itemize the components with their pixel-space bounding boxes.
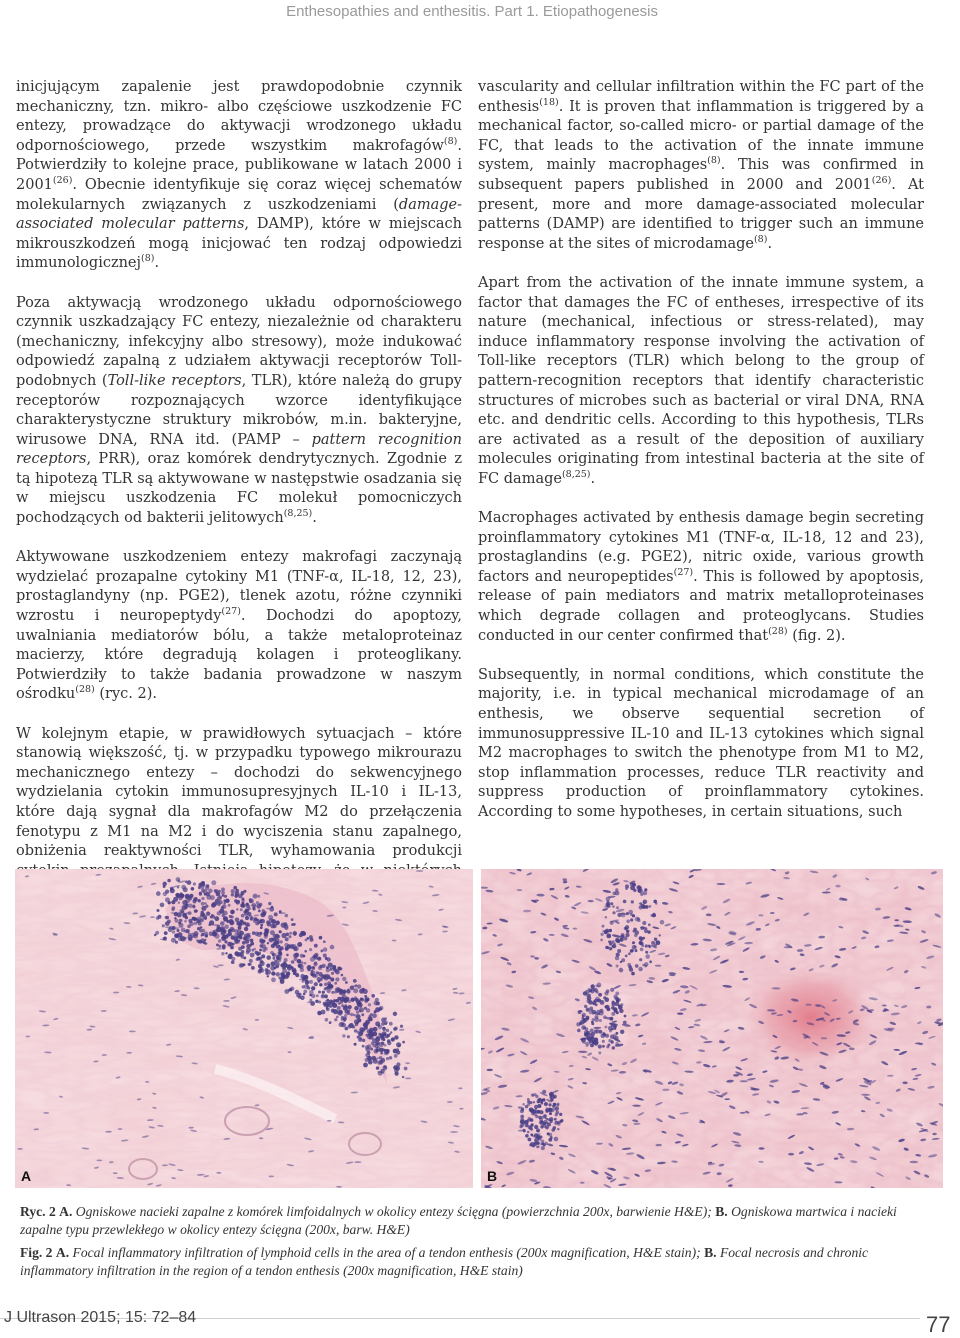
paragraph (478, 509, 924, 646)
citation-superscript: (26) (52, 175, 73, 187)
citation-superscript: (18) (539, 96, 559, 108)
citation-superscript: (8,25) (561, 469, 591, 481)
paragraph (478, 274, 924, 490)
text-run: Apart from the activation of the innate immune system, a factor that damages the FC of entheses, irrespective of its nature (mechanical, infectious or stress-related), may induce inflammatory response involving the activation of Toll-like receptors (TLR) which belong to the group of pattern-recognition receptors that identify characteristic structures of microbes such as bacterial or viral DNA, RNA etc. and dendritic cells. According to this hypothesis, TLRs are activated as a result of the deposition of auxiliary molecules originating from intestinal bacteria at the site of FC damage (478, 274, 924, 487)
text-run: . (767, 235, 773, 252)
left-column-polish (16, 78, 462, 901)
caption-en-a-text: Focal inflammatory infiltration of lymphoid cells in the area of a tendon enthesis (200x magnification, H&E stain); (72, 1245, 701, 1260)
caption-pl-a-label: A. (59, 1204, 73, 1219)
journal-citation: J Ultrason 2015; 15: 72–84 (4, 1309, 197, 1326)
histology-image-b (481, 869, 943, 1188)
caption-en-figure-label: Fig. 2 (20, 1245, 53, 1260)
caption-en-a-label: A. (55, 1245, 70, 1260)
text-run: . Obecnie identyfikuje się coraz więcej schematów molekularnych związanych z uszkodzeniami ( (16, 176, 462, 213)
caption-pl-b-label: B. (715, 1204, 728, 1219)
caption-pl-b-text: Ogniskowa martwica i nacieki zapalne typu przewlekłego w okolicy entezy ścięgna (200x, barw. H&E) (20, 1204, 897, 1237)
histology-micrograph-b (481, 869, 943, 1188)
text-run: . (154, 255, 160, 272)
paragraph (16, 294, 462, 529)
running-head: Enthesopathies and enthesitis. Part 1. Etiopathogenesis (286, 3, 658, 20)
paragraph (478, 666, 924, 823)
italic-term: Toll-like receptors (107, 372, 242, 389)
text-run: . Potwierdziły to kolejne prace, publikowane w latach 2000 i 2001 (16, 137, 462, 193)
text-run: vascularity and cellular infiltration within the FC part of the enthesis (478, 79, 924, 115)
histology-image-a (15, 869, 473, 1188)
text-run: . At present, more and more damage-associated molecular patterns (DAMP) are identified to trigger such an immune response at the sites of microdamage (478, 176, 924, 252)
text-run: , TLR), które należą do grupy receptorów rozpoznających wzorce identyfikujące charakterystyczne struktury mikrobów, m.in. bakteryjne, wirusowe DNA, RNA itd. (PAMP – (16, 372, 462, 448)
italic-term: damage-associated molecular patterns (16, 196, 462, 233)
figure-caption-polish (20, 1203, 925, 1239)
text-run: (fig. 2). (787, 627, 846, 644)
text-run: Aktywowane uszkodzeniem entezy makrofagi zaczynają wydzielać prozapalne cytokiny M1 (TNF-α, IL-18, 12, 23), prostaglandyny (np. PGE2), tlenek azotu, różne czynniki wzrostu i neuropeptydy (16, 549, 462, 625)
citation-superscript: (28) (768, 625, 788, 637)
citation-superscript: (27) (221, 606, 241, 618)
panel-label-a: A (21, 1168, 32, 1184)
caption-en-b-label: B. (704, 1245, 717, 1260)
text-run: , PRR), oraz komórek dendrytycznych. Zgodnie z tą hipotezą TLR są aktywowane w następstwie osadzania się w miejscu uszkodzenia FC molekuł pomocniczych pochodzących od bakterii jelitowych (16, 451, 462, 527)
right-column-english (478, 78, 924, 823)
text-run: . Dochodzi do apoptozy, uwalniania mediatorów bólu, a także metaloproteinaz macierzy, które degradują kolagen i proteoglikany. Potwierdziły to także badania prowadzone w naszym ośrodku (16, 608, 462, 703)
citation-superscript: (8) (707, 155, 721, 167)
panel-label-b: B (487, 1168, 498, 1184)
text-run: . (590, 470, 596, 487)
paragraph (16, 78, 462, 274)
text-run: Poza aktywacją wrodzonego układu odpornościowego czynnik uszkadzający FC entezy, niezależnie od charakteru (mechaniczny, infekcyjny albo stresowy), może indukować odpowiedź zapalną z udziałem aktywacji receptorów Toll-podobnych ( (16, 294, 462, 389)
citation-superscript: (8) (753, 233, 768, 245)
text-run: Subsequently, in normal conditions, which constitute the majority, i.e. in typical mechanical microdamage of an enthesis, we observe sequential secretion of immunosuppressive IL-10 and IL-13 cytokines which signal M2 macrophages to switch the phenotype from M1 to M2, stop inflammation processes, reduce TLR reactivity and suppress production of proinflammatory cytokines. According to some hypotheses, in certain situations, such (478, 666, 924, 820)
caption-pl-a-text: Ogniskowe nacieki zapalne z komórek limfoidalnych w okolicy entezy ścięgna (powierzchnia 200x, barwienie H&E); (75, 1204, 712, 1219)
text-run: inicjującym zapalenie jest prawdopodobnie czynnik mechaniczny, tzn. mikro- albo częściowe uszkodzenie FC entezy, prowadzące do aktywacji wrodzonego układu odpornościowego, przede wszystkim makrofagów (16, 79, 462, 154)
text-run: . This was confirmed in subsequent papers published in 2000 and 2001 (478, 157, 924, 193)
citation-superscript: (26) (871, 175, 892, 187)
italic-term: pattern recognition receptors (16, 431, 462, 468)
citation-superscript: (8) (443, 135, 458, 147)
text-run: (ryc. 2). (94, 686, 157, 703)
text-run: Macrophages activated by enthesis damage begin secreting proinflammatory cytokines M1 (TNF-α, IL-18, 12 and 23), prostaglandins (e.g. PGE2), nitric oxide, various growth factors and neuropeptides (478, 510, 924, 585)
caption-en-b-text: Focal necrosis and chronic inflammatory infiltration in the region of a tendon enthesis (200x magnification, H&E stain) (20, 1245, 869, 1278)
citation-superscript: (8,25) (283, 508, 313, 520)
text-run: W kolejnym etapie, w prawidłowych sytuacjach – które stanowią większość, tj. w przypadku typowego mikrourazu mechanicznego entezy – dochodzi do sekwencyjnego wydzielania cytokin immunosupresyjnych IL-10 i IL-13, które dają sygnał dla makrofagów M2 do przełączenia fenotypu z M1 na M2 i do wyciszenia stanu zapalnego, obniżenia reaktywności TLR, wyhamowania produkcji (16, 725, 462, 860)
text-run: . This is followed by apoptosis, release of pain mediators and matrix metalloproteinases which degrade collagen and proteoglycans. Studies conducted in our center confirmed that (478, 568, 924, 644)
figure-caption-english (20, 1244, 925, 1280)
citation-superscript: (27) (673, 567, 694, 579)
caption-pl-figure-label: Ryc. 2 (20, 1204, 56, 1219)
text-run: , DAMP), które w miejscach mikrouszkodzeń mogą inicjować ten rodzaj odpowiedzi immunologicznej (16, 216, 462, 272)
paragraph (16, 548, 462, 705)
page-number: 77 (926, 1312, 951, 1337)
histology-micrograph-a (15, 869, 473, 1188)
paragraph (478, 78, 924, 254)
text-run: . (312, 510, 317, 527)
text-run: . It is proven that inflammation is triggered by a mechanical factor, so-called micro- or partial damage of the FC, that leads to the activation of the innate immune system, mainly macrophages (478, 98, 924, 174)
citation-superscript: (28) (75, 684, 95, 696)
citation-superscript: (8) (141, 253, 155, 265)
